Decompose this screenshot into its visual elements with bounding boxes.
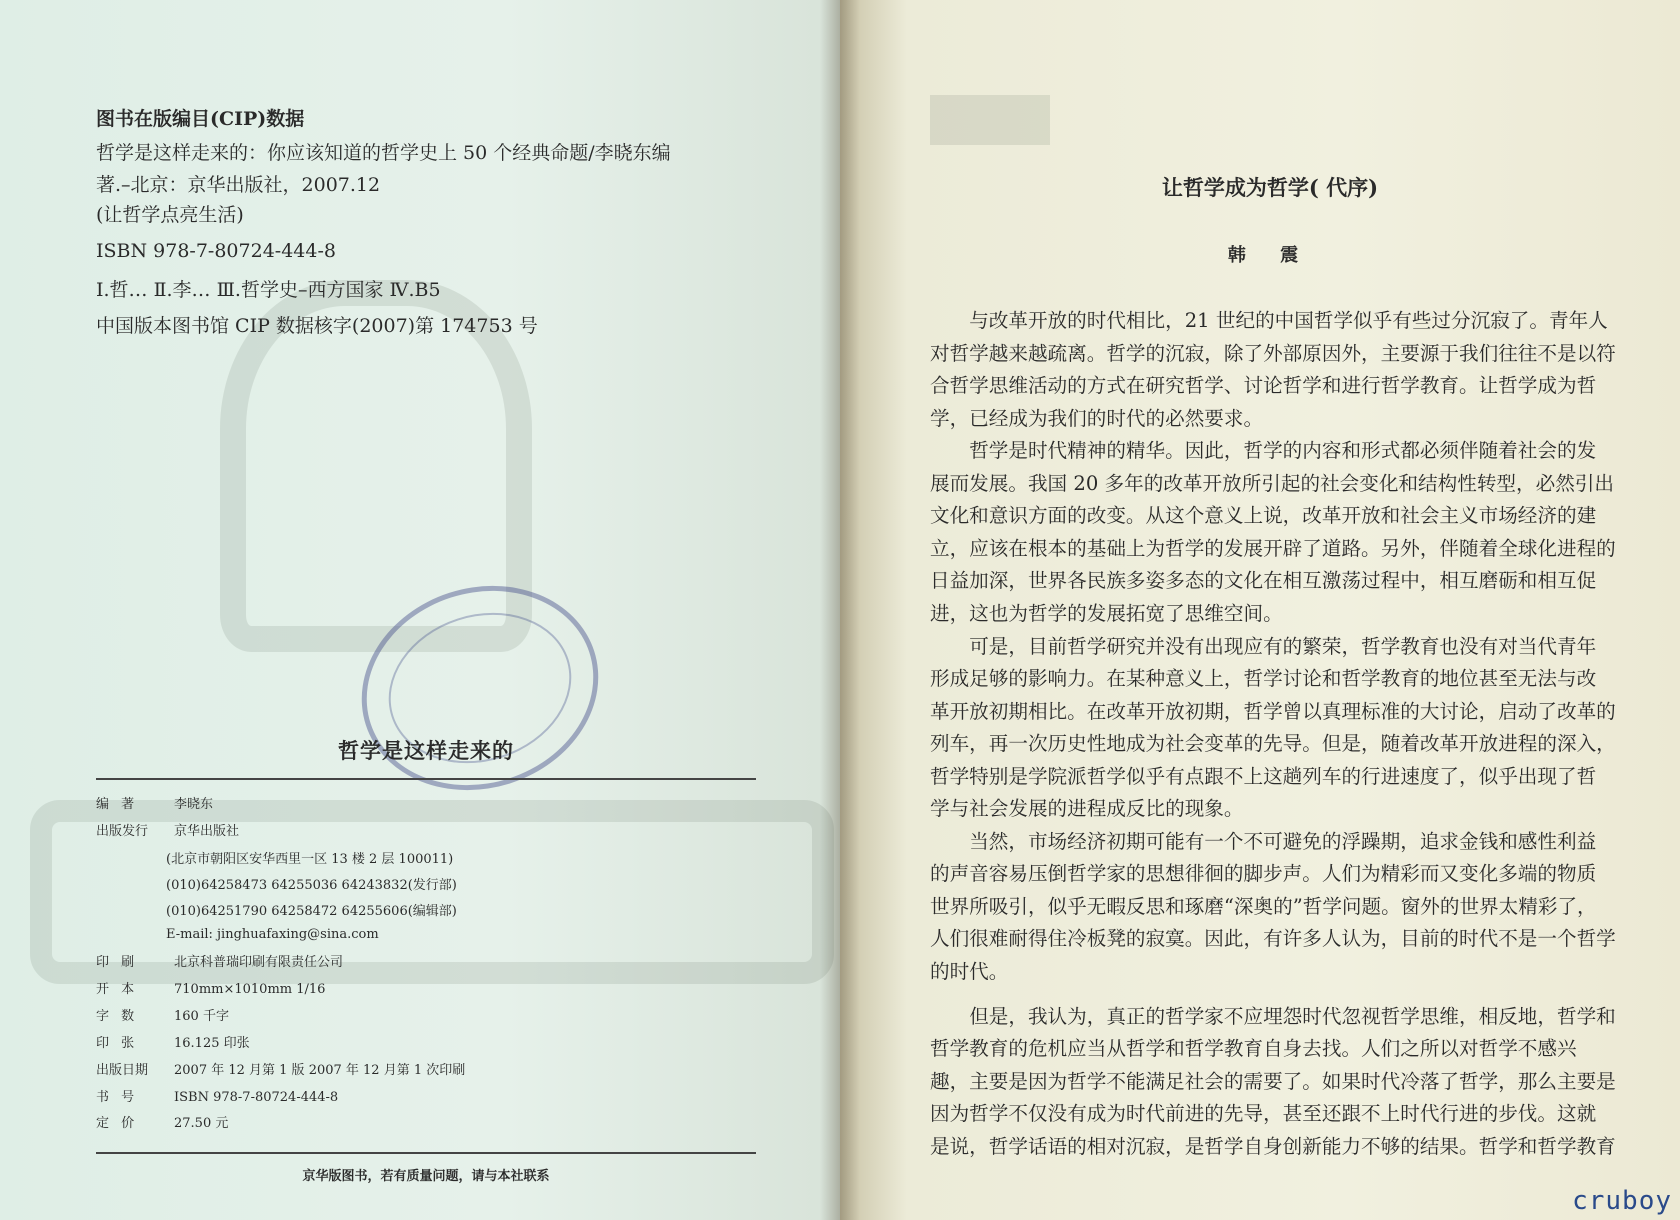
imprint-value: 京华出版社 <box>174 824 240 839</box>
imprint-label: 出版发行 <box>96 824 149 839</box>
preface-line: 的声音容易压倒哲学家的思想徘徊的脚步声。人们为精彩而又变化多端的物质 <box>930 862 1597 886</box>
preface-line: 革开放初期相比。在改革开放初期，哲学曾以真理标准的大讨论，启动了改革的 <box>930 699 1616 723</box>
preface-line: 当然，市场经济初期可能有一个不可避免的浮躁期，追求金钱和感性利益 <box>969 829 1597 853</box>
imprint-email: E-mail: jinghuafaxing@sina.com <box>166 927 379 942</box>
preface-line: 可是，目前哲学研究并没有出现应有的繁荣，哲学教育也没有对当代青年 <box>969 634 1597 658</box>
book-title: 哲学是这样走来的 <box>338 738 514 763</box>
imprint-value: 2007 年 12 月第 1 版 2007 年 12 月第 1 次印刷 <box>174 1063 466 1078</box>
preface-line: 趣，主要是因为哲学不能满足社会的需要了。如果时代冷落了哲学，那么主要是 <box>930 1069 1616 1093</box>
cip-classification: Ⅰ.哲… Ⅱ.李… Ⅲ.哲学史–西方国家 Ⅳ.B5 <box>96 279 441 301</box>
preface-line: 进，这也为哲学的发展拓宽了思维空间。 <box>930 602 1283 625</box>
preface-line: 哲学特别是学院派哲学似乎有点跟不上这趟列车的行进速度了，似乎出现了哲 <box>930 764 1597 788</box>
cip-heading: 图书在版编目(CIP)数据 <box>96 108 305 130</box>
show-through-shape <box>930 95 1050 145</box>
preface-line: 因为哲学不仅没有成为时代前进的先导，甚至还跟不上时代行进的步伐。这就 <box>930 1102 1597 1126</box>
preface-line: 是说，哲学话语的相对沉寂，是哲学自身创新能力不够的结果。哲学和哲学教育 <box>930 1134 1616 1158</box>
cip-isbn: ISBN 978-7-80724-444-8 <box>96 240 336 262</box>
preface-line: 的时代。 <box>930 960 1009 983</box>
imprint-label: 定 价 <box>96 1116 139 1131</box>
preface-line: 对哲学越来越疏离。哲学的沉寂，除了外部原因外，主要源于我们往往不是以符 <box>930 341 1616 365</box>
preface-title: 让哲学成为哲学( 代序) <box>1161 175 1379 200</box>
imprint-sheets <box>96 1032 250 1051</box>
preface-line: 但是，我认为，真正的哲学家不应埋怨时代忽视哲学思维，相反地，哲学和 <box>969 1004 1616 1028</box>
imprint-value: 27.50 元 <box>174 1116 229 1131</box>
preface-line: 形成足够的影响力。在某种意义上，哲学讨论和哲学教育的地位甚至无法与改 <box>930 667 1597 690</box>
scanner-watermark: cruboy <box>1572 1186 1672 1216</box>
preface-line: 人们很难耐得住冷板凳的寂寞。因此，有许多人认为，目前的时代不是一个哲学 <box>930 927 1616 951</box>
cip-record: 中国版本图书馆 CIP 数据核字(2007)第 174753 号 <box>96 315 538 337</box>
imprint-rule-bottom <box>96 1152 756 1154</box>
imprint-isbn <box>96 1086 338 1105</box>
preface-line: 学，已经成为我们的时代的必然要求。 <box>930 406 1264 430</box>
preface-line: 世界所吸引，似乎无暇反思和琢磨“深奥的”哲学问题。窗外的世界太精彩了， <box>930 894 1597 918</box>
cip-series: (让哲学点亮生活) <box>96 204 244 226</box>
imprint-label: 编 著 <box>96 797 139 812</box>
preface-line: 合哲学思维活动的方式在研究哲学、讨论哲学和进行哲学教育。让哲学成为哲 <box>930 374 1597 398</box>
cip-line-2: 著.–北京：京华出版社，2007.12 <box>96 174 381 196</box>
imprint-price <box>96 1112 228 1131</box>
imprint-publisher <box>96 820 239 839</box>
imprint-label: 书 号 <box>96 1090 139 1105</box>
preface-line: 文化和意识方面的改变。从这个意义上说，改革开放和社会主义市场经济的建 <box>930 504 1597 528</box>
imprint-publish-date <box>96 1059 465 1078</box>
imprint-editor <box>96 793 213 812</box>
imprint-value: 北京科普瑞印刷有限责任公司 <box>174 955 344 970</box>
imprint-value: ISBN 978-7-80724-444-8 <box>174 1090 339 1105</box>
quality-notice: 京华版图书，若有质量问题，请与本社联系 <box>302 1169 550 1184</box>
preface-line: 学与社会发展的进程成反比的现象。 <box>930 797 1244 821</box>
preface-line: 列车，再一次历史性地成为社会变革的先导。但是，随着改革开放进程的深入， <box>930 732 1616 756</box>
book-gutter <box>820 0 860 1220</box>
imprint-phone-editorial: (010)64251790 64258472 64255606(编辑部) <box>166 904 457 919</box>
imprint-rule-top <box>96 778 756 780</box>
preface-line: 哲学教育的危机应当从哲学和哲学教育自身去找。人们之所以对哲学不感兴 <box>930 1037 1577 1061</box>
imprint-value: 160 千字 <box>174 1009 229 1024</box>
preface-line: 立，应该在根本的基础上为哲学的发展开辟了道路。另外，伴随着全球化进程的 <box>930 536 1616 560</box>
preface-line: 日益加深，世界各民族多姿多态的文化在相互激荡过程中，相互磨砺和相互促 <box>930 569 1597 593</box>
imprint-label: 印 张 <box>96 1036 139 1051</box>
imprint-phone-sales: (010)64258473 64255036 64243832(发行部) <box>166 878 457 893</box>
imprint-printer <box>96 951 343 970</box>
imprint-value: 16.125 印张 <box>174 1036 250 1051</box>
cip-line-1: 哲学是这样走来的：你应该知道的哲学史上 50 个经典命题/李晓东编 <box>96 142 671 164</box>
preface-line: 与改革开放的时代相比，21 世纪的中国哲学似乎有些过分沉寂了。青年人 <box>969 309 1608 332</box>
imprint-label: 印 刷 <box>96 955 139 970</box>
preface-author: 韩 震 <box>1227 245 1313 266</box>
imprint-label: 字 数 <box>96 1009 139 1024</box>
imprint-value: 李晓东 <box>174 797 214 812</box>
imprint-format <box>96 978 325 997</box>
imprint-address: (北京市朝阳区安华西里一区 13 楼 2 层 100011) <box>166 852 454 867</box>
imprint-label: 出版日期 <box>96 1063 149 1078</box>
imprint-word-count <box>96 1005 229 1024</box>
preface-line: 哲学是时代精神的精华。因此，哲学的内容和形式都必须伴随着社会的发 <box>969 439 1597 463</box>
imprint-label: 开 本 <box>96 982 139 997</box>
preface-line: 展而发展。我国 20 多年的改革开放所引起的社会变化和结构性转型，必然引出 <box>930 471 1614 495</box>
imprint-value: 710mm×1010mm 1/16 <box>174 982 326 997</box>
